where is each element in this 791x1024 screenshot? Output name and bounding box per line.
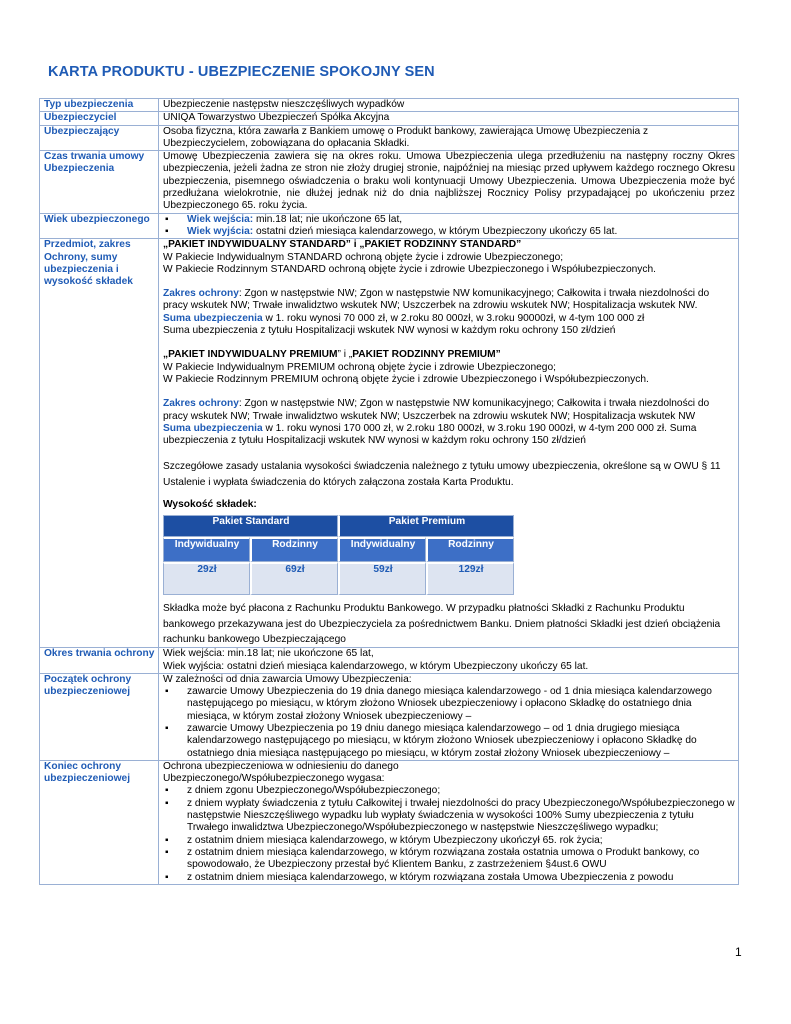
list-item: ▪ z dniem zgonu Ubezpieczonego/Współubezpieczonego; [163, 785, 735, 797]
row-label: Ubezpieczający [40, 125, 159, 151]
premium-heading: „PAKIET INDYWIDUALNY PREMIUM” i „PAKIET RODZINNY PREMIUM” [163, 349, 501, 361]
row-value: Wiek wejścia: min.18 lat; nie ukończone 65 lat, Wiek wyjścia: ostatni dzień miesiąca kalendarzowego, w którym Ubezpieczony ukończy 65 lat. [159, 648, 739, 674]
row-label: Wiek ubezpieczonego [40, 213, 159, 239]
premiums-title: Wysokość składek: [163, 499, 257, 511]
table-row [40, 151, 739, 213]
row-value: UNIQA Towarzystwo Ubezpieczeń Spółka Akcyjna [159, 112, 739, 125]
col-indywidualny: Indywidualny [338, 537, 426, 562]
row-value: Osoba fizyczna, która zawarła z Bankiem umowę o Produkt bankowy, zawierająca Umowę Ubezpieczenia z Ubezpieczycielem, zobowiązana do opłacania Składki. [159, 125, 739, 151]
row-label: Ubezpieczyciel [40, 112, 159, 125]
row-label: Przedmiot, zakres Ochrony, sumy ubezpieczenia i wysokość składek [40, 239, 159, 648]
row-label: Koniec ochrony ubezpieczeniowej [40, 760, 159, 884]
list-item: ▪ Wiek wyjścia: ostatni dzień miesiąca kalendarzowego, w którym Ubezpieczony ukończy 65 lat. [163, 226, 735, 238]
row-value: Ochrona ubezpieczeniowa w odniesieniu do danego Ubezpieczonego/Współubezpieczonego wygasa: ▪ z dniem zgonu Ubezpieczonego/Współubezpieczonego; ▪ z dniem wypłaty świadczenia z tytułu Całkowitej i trwałej niezdolności do pracy Ubezpieczonego/Współubezpieczonego w następstwie Nieszczęśliwego wypadku lub wypłaty świadczenia w wysokości 100% Sumy ubezpieczenia z tytułu Trwałego inwalidztwa Ubezpieczonego/Współubezpieczonego w następstwie Nieszczęśliwego wypadku; ▪ z ostatnim dniem miesiąca kalendarzowego, w którym Ubezpieczony ukończył 65. rok życia; ▪ z ostatnim dniem miesiąca kalendarzowego, w którym rozwiązana została ostatnia umowa o Produkt bankowy, co spowodowało, że Ubezpieczony przestał być Klientem Banku, z zastrzeżeniem §4ust.6 OWU ▪ z ostatnim dniem miesiąca kalendarzowego, w którym rozwiązana została Umowa Ubezpieczenia z powodu [159, 760, 739, 884]
col-rodzinny: Rodzinny [250, 537, 338, 562]
price-cell: 59zł [338, 562, 426, 595]
table-row [40, 213, 739, 239]
table-row [40, 99, 739, 112]
row-label: Początek ochrony ubezpieczeniowej [40, 673, 159, 760]
list-item: ▪ zawarcie Umowy Ubezpieczenia po 19 dniu danego miesiąca kalendarzowego – od 1 dnia drugiego miesiąca kalendarzowego następującego po miesiącu, w którym złożono Wniosek ubezpieczeniowy i opłacono Składkę do ostatniego dnia miesiąca następującego po miesiącu, w którym został złożony Wniosek ubezpieczeniowy – [163, 723, 735, 760]
page-title: KARTA PRODUKTU - UBEZPIECZENIE SPOKOJNY SEN [48, 64, 435, 80]
list-item: ▪ z dniem wypłaty świadczenia z tytułu Całkowitej i trwałej niezdolności do pracy Ubezpieczonego/Współubezpieczonego w następstwie Nieszczęśliwego wypadku lub wypłaty świadczenia w wysokości 100% Sumy ubezpieczenia z tytułu Trwałego inwalidztwa Ubezpieczonego/Współubezpieczonego w następstwie Nieszczęśliwego wypadku; [163, 798, 735, 835]
product-card-table [39, 98, 739, 885]
pakiet-premium-header: Pakiet Premium [338, 515, 514, 537]
list-item: ▪ z ostatnim dniem miesiąca kalendarzowego, w którym rozwiązana została Umowa Ubezpieczenia z powodu [163, 872, 735, 884]
row-label: Typ ubezpieczenia [40, 99, 159, 112]
price-cell: 129zł [426, 562, 514, 595]
list-item: ▪ z ostatnim dniem miesiąca kalendarzowego, w którym rozwiązana została ostatnia umowa o Produkt bankowy, co spowodowało, że Ubezpieczony przestał być Klientem Banku, z zastrzeżeniem §4ust.6 OWU [163, 847, 735, 872]
table-row [40, 112, 739, 125]
owu-note: Szczegółowe zasady ustalania wysokości świadczenia należnego z tytułu umowy ubezpieczenia, określone są w OWU § 11 Ustalenie i wypłata świadczenia do których załączona została Karta Produktu. [163, 461, 721, 488]
standard-heading: „PAKIET INDYWIDUALNY STANDARD” i „PAKIET RODZINNY STANDARD” [163, 239, 522, 251]
row-label: Czas trwania umowy Ubezpieczenia [40, 151, 159, 213]
row-value: „PAKIET INDYWIDUALNY STANDARD” i „PAKIET RODZINNY STANDARD” W Pakiecie Indywidualnym STANDARD ochroną objęte życie i zdrowie Ubezpieczonego; W Pakiecie Rodzinnym STANDARD ochroną objęte życie i zdrowie Ubezpieczonego i Współubezpieczonych. Zakres ochrony: Zgon w następstwie NW; Zgon w następstwie NW komunikacyjnego; Całkowita i trwała niezdolności do pracy wskutek NW; Trwałe inwalidztwo wskutek NW; Uszczerbek na zdrowiu wskutek NW; Hospitalizacja wskutek NW. Suma ubezpieczenia w 1. roku wynosi 70 000 zł, w 2.roku 80 000zł, w 3.roku 90000zł, w 4-tym 100 000 zł Suma ubezpieczenia z tytułu Hospitalizacji wskutek NW wynosi w każdym roku ochrony 150 zł/dzień „PAKIET INDYWIDUALNY PREMIUM” i „PAKIET RODZINNY PREMIUM” W Pakiecie Indywidualnym PREMIUM ochroną objęte życie i zdrowie Ubezpieczonego; W Pakiecie Rodzinnym PREMIUM ochroną objęte życie i zdrowie Ubezpieczonego i Współubezpieczonych. Zakres ochrony: Zgon w następstwie NW; Zgon w następstwie NW komunikacyjnego; Całkowita i trwała niezdolności do pracy wskutek NW; Trwałe inwalidztwo wskutek NW; Uszczerbek na zdrowiu wskutek NW; Hospitalizacja wskutek NW Suma ubezpieczenia w 1. roku wynosi 170 000 zł, w 2.roku 180 000zł, w 3.roku 190 000zł, w 4-tym 200 000 zł. Suma ubezpieczenia z tytułu Hospitalizacji wskutek NW wynosi w każdym roku ochrony 150 zł/dzień Szczegółowe zasady ustalania wysokości świadczenia należnego z tytułu umowy ubezpieczenia, określone są w OWU § 11 Ustalenie i wypłata świadczenia do których załączona została Karta Produktu. Wysokość składek: Pakiet Standard Pakiet Premium Indywidualny Rodzinny Indywidualny Rodzinny 29zł 69zł 59zł 129zł Składka może być płacona z Rachunku Produktu Bankowego. W przypadku płatności Składki z Rachunku Produktu bankowego przekazywana jest do Ubezpieczyciela za pośrednictwem Banku. Dniem płatności Składki jest dzień obciążenia rachunku bankowego Ubezpieczającego [159, 239, 739, 648]
col-rodzinny: Rodzinny [426, 537, 514, 562]
price-cell: 69zł [250, 562, 338, 595]
row-label: Okres trwania ochrony [40, 648, 159, 674]
list-item: ▪ zawarcie Umowy Ubezpieczenia do 19 dnia danego miesiąca kalendarzowego - od 1 dnia miesiąca kalendarzowego następującego po miesiącu, w którym złożono Wniosek ubezpieczeniowy i opłacono Składkę do ostatniego dnia miesiąca, w którym został złożony Wniosek ubezpieczeniowy – [163, 686, 735, 723]
pakiet-standard-header: Pakiet Standard [163, 515, 338, 537]
table-row [40, 760, 739, 884]
price-cell: 29zł [163, 562, 250, 595]
premium-table [163, 515, 514, 595]
col-indywidualny: Indywidualny [163, 537, 250, 562]
list-item: ▪ z ostatnim dniem miesiąca kalendarzowego, w którym Ubezpieczony ukończył 65. rok życia; [163, 835, 735, 847]
table-row [40, 239, 739, 648]
row-value: Ubezpieczenie następstw nieszczęśliwych wypadków [159, 99, 739, 112]
table-row [40, 673, 739, 760]
payment-note: Składka może być płacona z Rachunku Produktu Bankowego. W przypadku płatności Składki z Rachunku Produktu bankowego przekazywana jest do Ubezpieczyciela za pośrednictwem Banku. Dniem płatności Składki jest dzień obciążenia rachunku bankowego Ubezpieczającego [163, 603, 721, 645]
list-item: ▪ Wiek wejścia: min.18 lat; nie ukończone 65 lat, [163, 214, 735, 226]
page-number: 1 [735, 945, 742, 959]
row-value [159, 213, 739, 239]
row-value: W zależności od dnia zawarcia Umowy Ubezpieczenia: ▪ zawarcie Umowy Ubezpieczenia do 19 dnia danego miesiąca kalendarzowego - od 1 dnia miesiąca kalendarzowego następującego po miesiącu, w którym złożono Wniosek ubezpieczeniowy i opłacono Składkę do ostatniego dnia miesiąca, w którym został złożony Wniosek ubezpieczeniowy – ▪ zawarcie Umowy Ubezpieczenia po 19 dniu danego miesiąca kalendarzowego – od 1 dnia drugiego miesiąca kalendarzowego następującego po miesiącu, w którym złożono Wniosek ubezpieczeniowy i opłacono Składkę do ostatniego dnia miesiąca następującego po miesiącu, w którym został złożony Wniosek ubezpieczeniowy – [159, 673, 739, 760]
table-row [40, 648, 739, 674]
row-value: Umowę Ubezpieczenia zawiera się na okres roku. Umowa Ubezpieczenia ulega przedłużeniu na następny roczny Okres ubezpieczenia, jeżeli żadna ze stron nie złoży drugiej stronie, najpóźniej na miesiąc przed upływem każdego rocznego Okresu ubezpieczenia, pisemnego oświadczenia o braku woli kontynuacji Umowy Ubezpieczenia. Umowa Ubezpieczenia może być przedłużana wielokrotnie, nie dłużej jednak niż do dnia najbliższej Rocznicy Polisy przypadającej po ukończeniu przez Ubezpieczonego 65. roku życia. [159, 151, 739, 213]
table-row [40, 125, 739, 151]
